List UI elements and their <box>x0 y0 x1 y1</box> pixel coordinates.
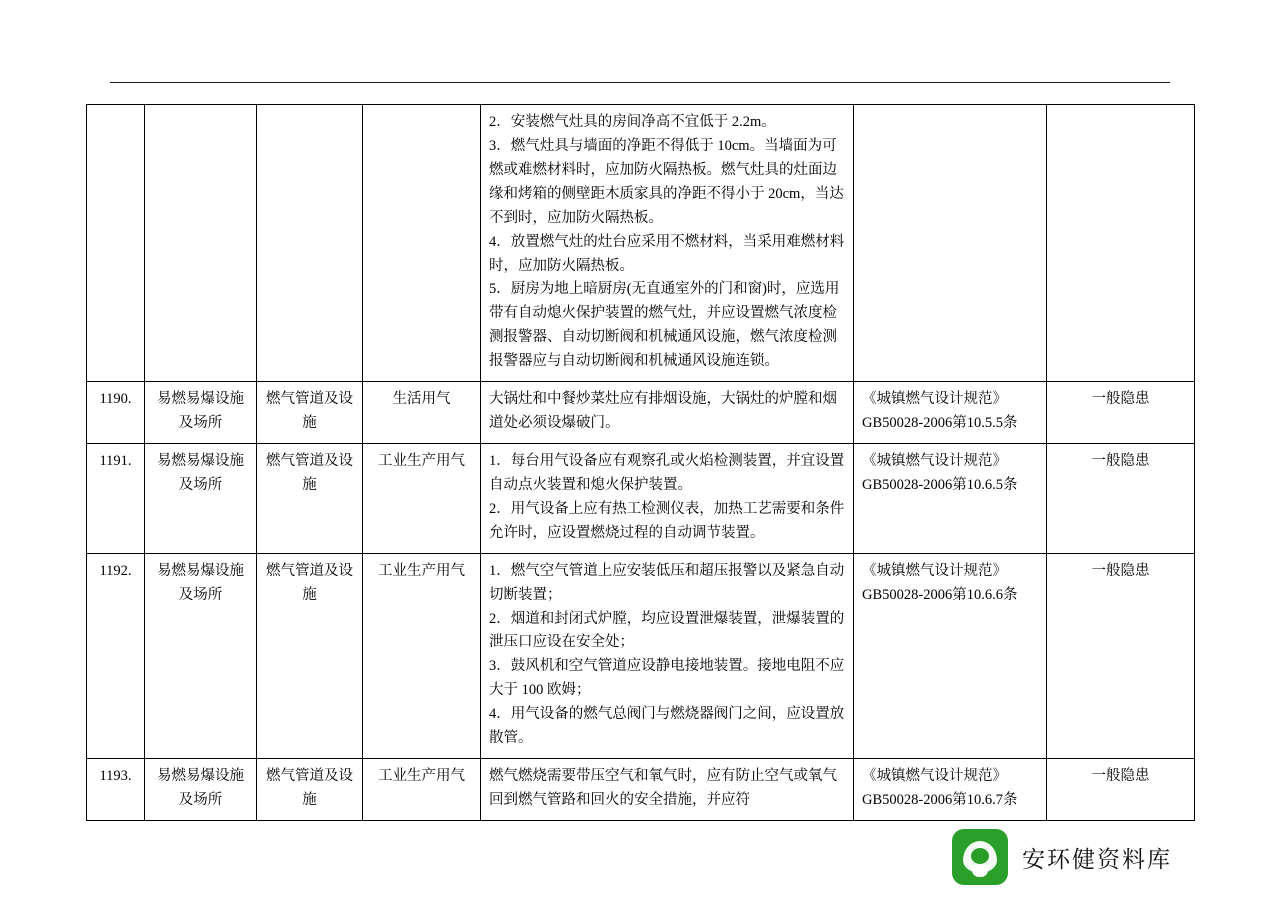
cell-level: 一般隐患 <box>1047 759 1195 821</box>
cell-facility: 燃气管道及设施 <box>257 553 363 758</box>
cell-reference <box>854 105 1047 382</box>
reference-line: GB50028-2006第10.6.6条 <box>862 586 1018 603</box>
cell-reference <box>854 759 1047 821</box>
table-row <box>87 382 1195 444</box>
description-line: 2．用气设备上应有热工检测仪表，加热工艺需要和条件允许时，应设置燃烧过程的自动调节装置。 <box>489 500 845 541</box>
description-line: 5．厨房为地上暗厨房(无直通室外的门和窗)时，应选用带有自动熄火保护装置的燃气灶，并应设置燃气浓度检测报警器、自动切断阀和机械通风设施，燃气浓度检测报警器应与自动切断阀和机械通风设施连锁。 <box>489 281 840 370</box>
cell-usage: 工业生产用气 <box>363 443 481 553</box>
reference-line: GB50028-2006第10.6.7条 <box>862 791 1018 808</box>
cell-category: 易燃易爆设施及场所 <box>145 759 257 821</box>
header-rule <box>110 82 1170 83</box>
cell-reference <box>854 382 1047 444</box>
cell-facility: 燃气管道及设施 <box>257 443 363 553</box>
leaf-stem <box>972 865 988 877</box>
reference-line: 《城镇燃气设计规范》 <box>862 562 1007 579</box>
footer-brand <box>952 826 1212 888</box>
cell-description <box>481 382 854 444</box>
table-row <box>87 553 1195 758</box>
cell-level: 一般隐患 <box>1047 382 1195 444</box>
cell-category: 易燃易爆设施及场所 <box>145 443 257 553</box>
description-line: 3．燃气灶具与墙面的净距不得低于 10cm。当墙面为可燃或难燃材料时，应加防火隔热板。燃气灶具的灶面边缘和烤箱的侧壁距木质家具的净距不得小于 20cm，当达不到时，应加防火隔热板。 <box>489 137 844 226</box>
reference-line: 《城镇燃气设计规范》 <box>862 391 1007 408</box>
cell-description <box>481 553 854 758</box>
cell-description <box>481 105 854 382</box>
cell-level <box>1047 105 1195 382</box>
reference-line: GB50028-2006第10.6.5条 <box>862 476 1018 493</box>
leaf-logo-icon <box>952 829 1008 885</box>
description-line: 燃气燃烧需要带压空气和氧气时，应有防止空气或氧气回到燃气管路和回火的安全措施，并应符 <box>489 768 837 808</box>
cell-usage: 工业生产用气 <box>363 553 481 758</box>
cell-usage: 工业生产用气 <box>363 759 481 821</box>
description-line: 1．燃气空气管道上应安装低压和超压报警以及紧急自动切断装置； <box>489 562 845 603</box>
description-line: 2．安装燃气灶具的房间净高不宜低于 2.2m。 <box>489 114 776 130</box>
description-line: 1．每台用气设备应有观察孔或火焰检测装置，并宜设置自动点火装置和熄火保护装置。 <box>489 452 845 493</box>
cell-facility: 燃气管道及设施 <box>257 759 363 821</box>
table-row <box>87 105 1195 382</box>
cell-category: 易燃易爆设施及场所 <box>145 382 257 444</box>
cell-description <box>481 759 854 821</box>
description-line: 3．鼓风机和空气管道应设静电接地装置。接地电阻不应大于 100 欧姆； <box>489 658 845 699</box>
table-row <box>87 443 1195 553</box>
description-line: 2．烟道和封闭式炉膛，均应设置泄爆装置，泄爆装置的泄压口应设在安全处； <box>489 610 845 651</box>
cell-number: 1190. <box>87 382 145 444</box>
table-row <box>87 759 1195 821</box>
hazard-table <box>86 104 1195 821</box>
cell-category <box>145 105 257 382</box>
cell-number: 1192. <box>87 553 145 758</box>
reference-line: 《城镇燃气设计规范》 <box>862 452 1007 469</box>
description-line: 大锅灶和中餐炒菜灶应有排烟设施，大锅灶的炉膛和烟道处必须设爆破门。 <box>489 391 837 432</box>
cell-facility <box>257 105 363 382</box>
description-line: 4．放置燃气灶的灶台应采用不燃材料，当采用难燃材料时，应加防火隔热板。 <box>489 233 845 274</box>
cell-level: 一般隐患 <box>1047 443 1195 553</box>
cell-level: 一般隐患 <box>1047 553 1195 758</box>
cell-number <box>87 105 145 382</box>
reference-line: 《城镇燃气设计规范》 <box>862 768 1007 785</box>
reference-line: GB50028-2006第10.5.5条 <box>862 415 1018 432</box>
cell-usage <box>363 105 481 382</box>
cell-reference <box>854 443 1047 553</box>
cell-description <box>481 443 854 553</box>
cell-number: 1191. <box>87 443 145 553</box>
cell-reference <box>854 553 1047 758</box>
description-line: 4．用气设备的燃气总阀门与燃烧器阀门之间，应设置放散管。 <box>489 706 845 747</box>
cell-usage: 生活用气 <box>363 382 481 444</box>
cell-category: 易燃易爆设施及场所 <box>145 553 257 758</box>
cell-number: 1193. <box>87 759 145 821</box>
cell-facility: 燃气管道及设施 <box>257 382 363 444</box>
brand-name: 安环健资料库 <box>1022 845 1172 872</box>
